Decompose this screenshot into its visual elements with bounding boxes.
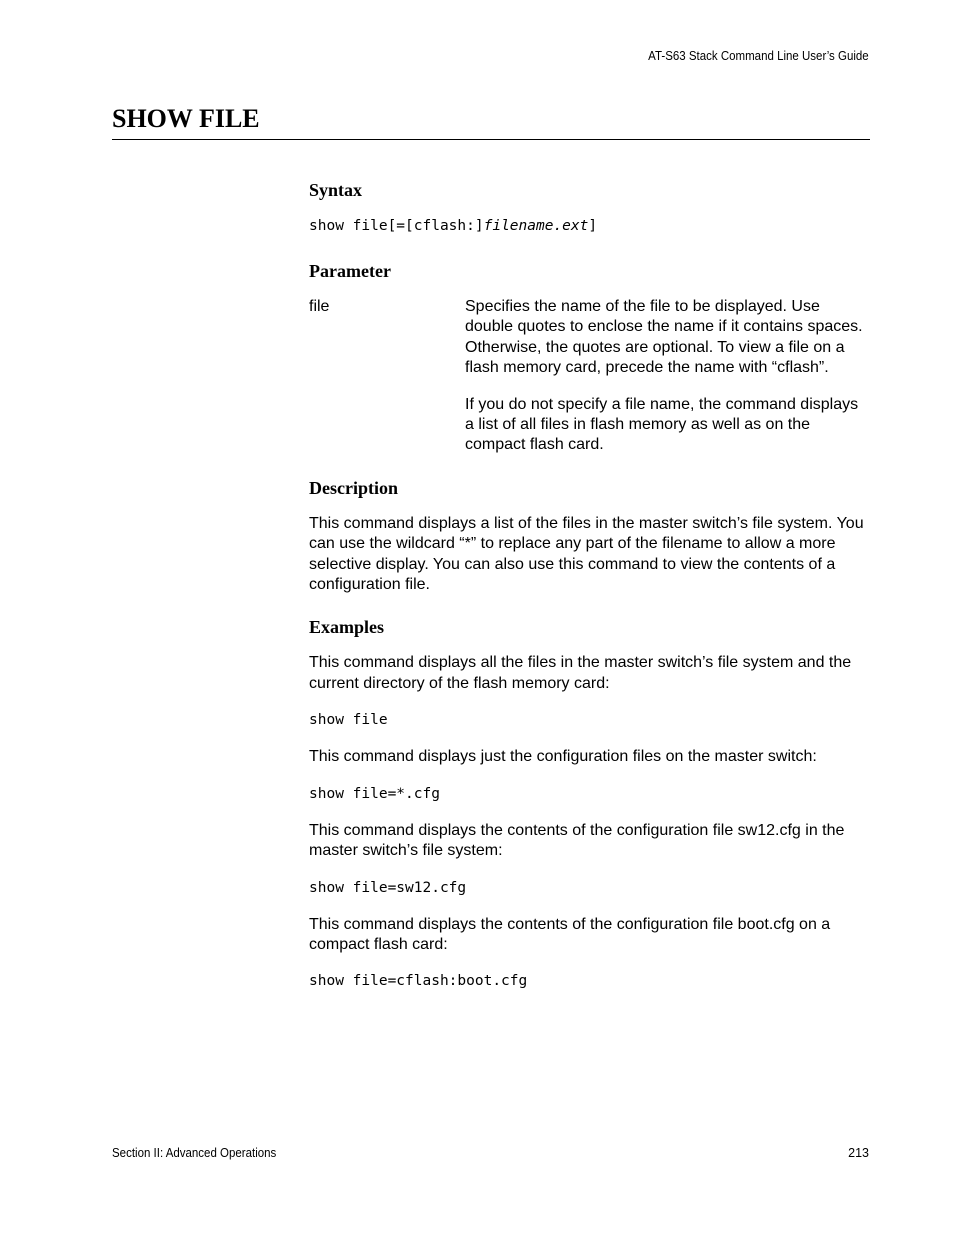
title-rule — [112, 139, 870, 140]
content-body — [309, 178, 871, 991]
parameter-description — [465, 297, 871, 456]
page-title: SHOW FILE — [112, 104, 260, 133]
syntax-command-arg: filename.ext — [483, 218, 589, 234]
syntax-command — [309, 216, 871, 236]
example-code-2: show file=*.cfg — [309, 785, 440, 802]
description-text: This command displays a list of the files in the master switch’s file system. You can use the wildcard “*” to replace any part of the filename to allow a more selective display. You can also use this command to view the contents of a configuration file. — [309, 514, 864, 594]
parameter-desc-2: If you do not specify a file name, the command displays a list of all files in flash memory as well as on the compact flash card. — [465, 395, 859, 454]
parameter-name: file — [309, 298, 330, 315]
description-heading: Description — [309, 477, 398, 498]
parameter-row — [309, 297, 871, 456]
examples-heading: Examples — [309, 617, 385, 638]
example-text-3: This command displays the contents of the configuration file sw12.cfg in the master switch’s file system: — [309, 821, 845, 860]
example-text-4: This command displays the contents of the configuration file boot.cfg on a compact flash card: — [309, 915, 831, 953]
example-text-2: This command displays just the configuration files on the master switch: — [309, 748, 817, 766]
syntax-command-prefix: show file[=[cflash:] — [309, 218, 484, 234]
example-code-1: show file — [309, 712, 388, 729]
parameter-desc-1: Specifies the name of the file to be displayed. Use double quotes to enclose the name if it contains spaces. Otherwise, the quotes are optional. To view a file on a flash memory card, precede the name with “cflash”. — [465, 298, 863, 377]
syntax-command-suffix: ] — [588, 218, 598, 234]
parameter-heading: Parameter — [309, 261, 391, 281]
footer-section: Section II: Advanced Operations — [112, 1146, 277, 1160]
running-header: AT-S63 Stack Command Line User’s Guide — [648, 49, 869, 63]
page-number: 213 — [848, 1146, 869, 1160]
example-code-3: show file=sw12.cfg — [309, 879, 467, 896]
example-code-4: show file=cflash:boot.cfg — [309, 973, 528, 990]
syntax-heading: Syntax — [309, 180, 363, 200]
example-text-1: This command displays all the files in the master switch’s file system and the current directory of the flash memory card: — [309, 654, 852, 692]
